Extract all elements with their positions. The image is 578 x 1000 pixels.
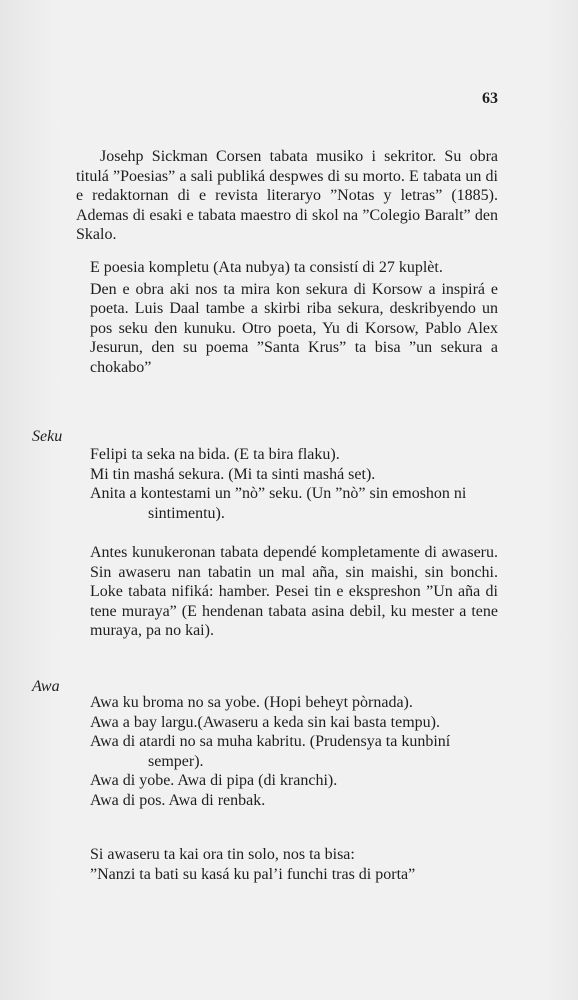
- seku-line-3: Anita a kontestami un ”nò” seku. (Un ”nò” sin emoshon ni sintimentu).: [90, 485, 467, 522]
- seku-line-2: Mi tin mashá sekura. (Mi ta sinti mashá set).: [90, 465, 376, 483]
- section-label-seku: Seku: [32, 428, 63, 445]
- poesia-block: [90, 258, 498, 377]
- seku-line-1: Felipi ta seka na bida. (E ta bira flaku).: [90, 446, 340, 463]
- section-label-awa: Awa: [32, 678, 60, 695]
- awa-closing-line-1: Si awaseru ta kai ora tin solo, nos ta bisa:: [90, 846, 355, 863]
- poesia-paragraph-2: Den e obra aki nos ta mira kon sekura di Korsow a inspirá e poeta. Luis Daal tambe a skirbi riba sekura, deskribyendo un pos seku den kunuku. Otro poeta, Yu di Korsow, Pablo Alex Jesurun, den su poema ”Santa Krus” ta bisa ”un sekura a chokabo”: [90, 280, 498, 376]
- seku-block: [90, 445, 498, 523]
- awa-line-5: Awa di pos. Awa di renbak.: [90, 791, 266, 809]
- awa-line-2: Awa a bay largu.(Awaseru a keda sin kai basta tempu).: [90, 713, 440, 731]
- poesia-paragraph-1: E poesia kompletu (Ata nubya) ta consistí di 27 kuplèt.: [90, 259, 443, 276]
- awa-line-4: Awa di yobe. Awa di pipa (di kranchi).: [90, 772, 338, 789]
- intro-paragraph: Josehp Sickman Corsen tabata musiko i sekritor. Su obra titulá ”Poesias” a sali publiká despwes di su morto. E tabata un di e redaktornan di e revista literaryo ”Notas y letras” (1885). Ademas di esaki e tabata maestro di skol na ”Colegio Baralt” den Skalo.: [76, 148, 498, 243]
- awa-line-1: Awa ku broma no sa yobe. (Hopi beheyt pòrnada).: [90, 694, 413, 711]
- page-number: 63: [482, 90, 498, 107]
- awa-block: [90, 693, 498, 810]
- seku-explanation-block: [90, 543, 498, 641]
- awa-closing-block: [90, 845, 498, 884]
- awa-closing-line-2: ”Nanzi ta bati su kasá ku pal’i funchi tras di porta”: [90, 865, 416, 883]
- awa-line-3: Awa di atardi no sa muha kabritu. (Prudensya ta kunbiní semper).: [90, 733, 451, 770]
- seku-explanation: Antes kunukeronan tabata dependé kompletamente di awaseru. Sin awaseru nan tabatin un mal aña, sin maishi, sin bonchi. Loke tabata nifiká: hamber. Pesei tin e ekspreshon ”Un aña di tene muraya” (E hendenan tabata asina debil, ku mester a tene muraya, pa no kai).: [90, 544, 498, 639]
